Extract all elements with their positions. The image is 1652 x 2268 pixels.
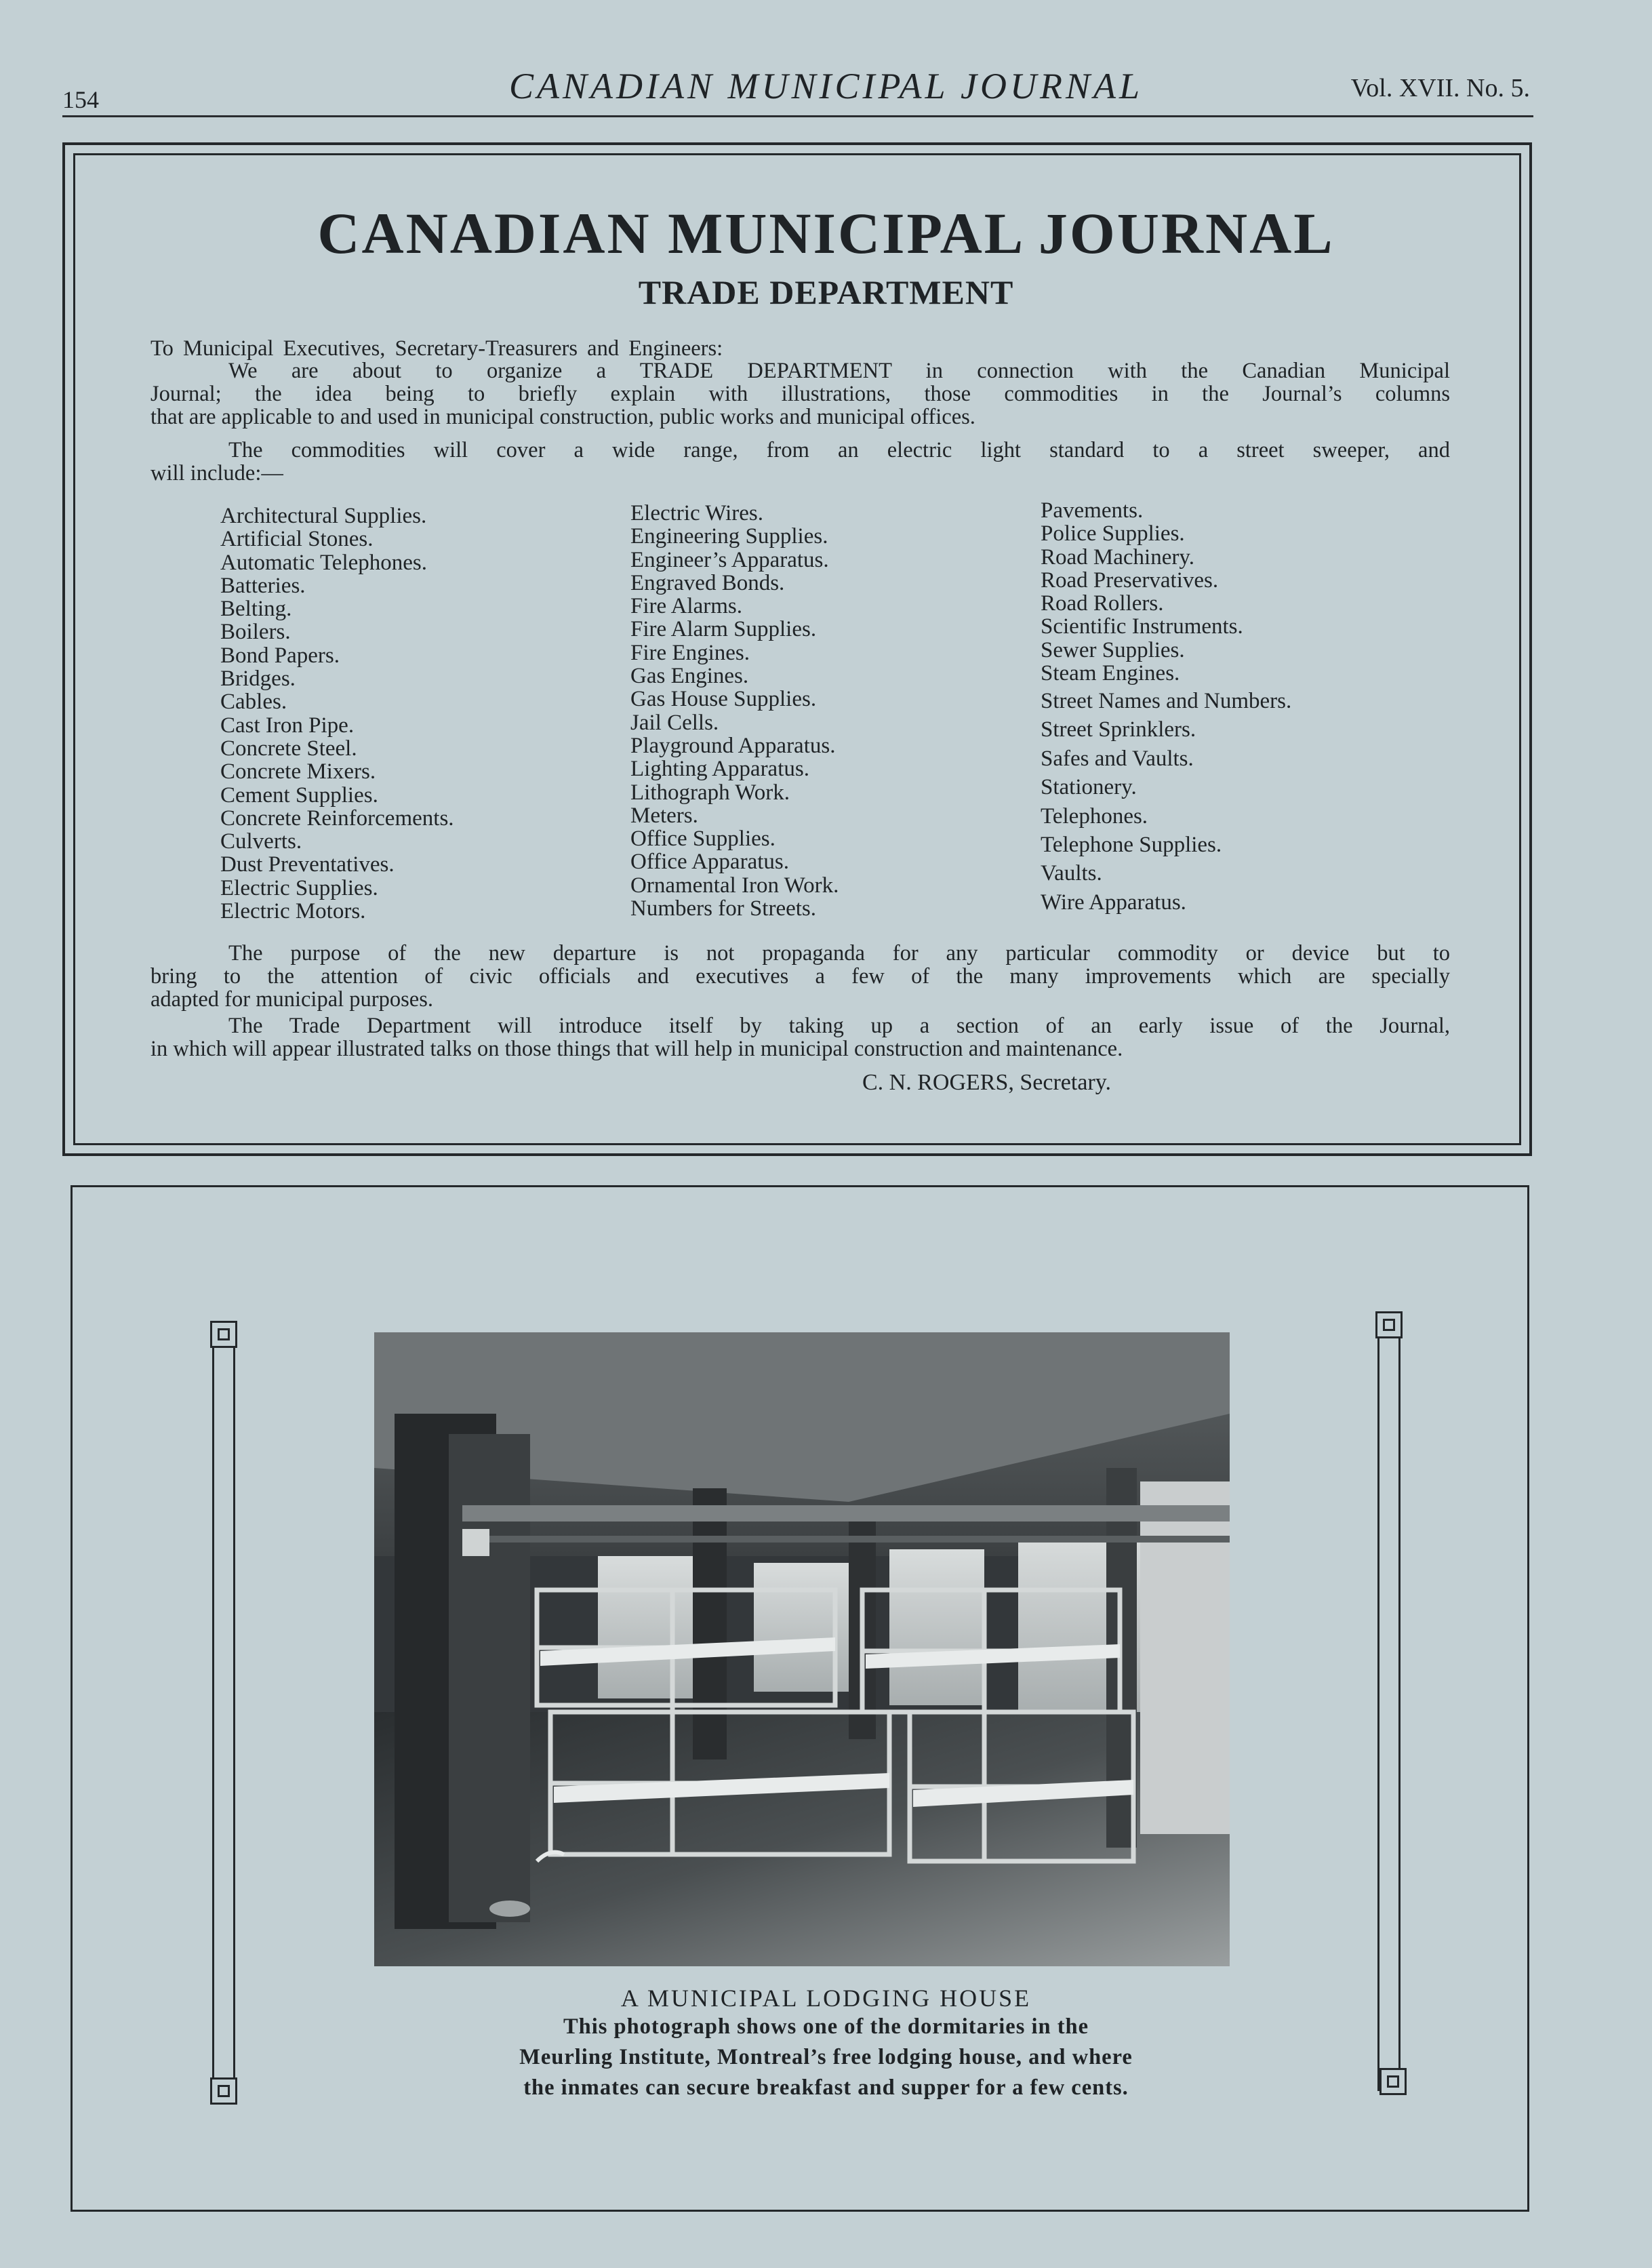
dormitory-photo-illustration xyxy=(374,1332,1230,1966)
commodity-item: Electric Supplies. xyxy=(220,875,378,900)
commodity-item: Engraved Bonds. xyxy=(630,570,785,595)
notice-title: CANADIAN MUNICIPAL JOURNAL xyxy=(317,201,1335,266)
commodity-item: Stationery. xyxy=(1041,775,1137,800)
commodity-item: Sewer Supplies. xyxy=(1041,637,1185,662)
commodity-item: Playground Apparatus. xyxy=(630,733,836,758)
commodity-item: Gas Engines. xyxy=(630,664,749,689)
right-ornament-bar xyxy=(1377,1311,1401,2091)
photo-caption-line: This photograph shows one of the dormitaries in the xyxy=(563,2014,1089,2039)
commodity-item: Safes and Vaults. xyxy=(1041,746,1194,771)
commodity-item: Artificial Stones. xyxy=(220,527,374,552)
paragraph-line: adapted for municipal purposes. xyxy=(150,987,433,1012)
left-ornament-bar xyxy=(212,1321,235,2086)
commodity-item: Bridges. xyxy=(220,667,296,692)
commodity-item: Engineer’s Apparatus. xyxy=(630,547,829,572)
commodity-item: Road Rollers. xyxy=(1041,591,1164,616)
commodity-item: Automatic Telephones. xyxy=(220,550,428,575)
commodity-item: Engineering Supplies. xyxy=(630,524,828,549)
commodity-item: Electric Motors. xyxy=(220,899,366,924)
commodity-item: Cement Supplies. xyxy=(220,782,378,808)
paragraph-line: bring to the attention of civic officials and executives a few of the many improvements which are specially xyxy=(150,964,1450,989)
commodity-item: Boilers. xyxy=(220,620,291,645)
commodity-list-col3b xyxy=(1041,687,1291,917)
commodity-item: Architectural Supplies. xyxy=(220,504,427,528)
salutation: To Municipal Executives, Secretary-Treasurers and Engineers: xyxy=(150,336,723,361)
commodity-item: Lithograph Work. xyxy=(630,780,790,805)
journal-running-title: CANADIAN MUNICIPAL JOURNAL xyxy=(508,66,1144,106)
commodity-item: Cables. xyxy=(220,690,287,715)
ornament-square-icon xyxy=(1375,1311,1403,1338)
commodity-item: Batteries. xyxy=(220,573,306,598)
commodity-item: Office Supplies. xyxy=(630,827,775,852)
commodity-item: Ornamental Iron Work. xyxy=(630,873,839,898)
ornament-square-icon xyxy=(210,1321,237,1348)
commodity-item: Telephone Supplies. xyxy=(1041,833,1222,858)
commodity-item: Pavements. xyxy=(1041,498,1144,523)
paragraph-line: will include:— xyxy=(150,461,283,485)
commodity-item: Wire Apparatus. xyxy=(1041,890,1186,915)
lodging-house-photo xyxy=(374,1332,1230,1966)
commodity-item: Dust Preventatives. xyxy=(220,852,395,877)
commodity-item: Electric Wires. xyxy=(630,501,763,525)
commodity-item: Belting. xyxy=(220,597,292,622)
commodity-item: Street Names and Numbers. xyxy=(1041,689,1292,713)
commodity-item: Bond Papers. xyxy=(220,643,340,668)
commodity-list-col1 xyxy=(220,504,454,923)
commodity-item: Fire Alarms. xyxy=(630,594,742,619)
page-number: 154 xyxy=(62,86,99,113)
paragraph-line: that are applicable to and used in municipal construction, public works and municipal offices. xyxy=(150,405,975,429)
commodity-item: Gas House Supplies. xyxy=(630,687,817,712)
commodity-item: Steam Engines. xyxy=(1041,661,1180,686)
commodity-item: Telephones. xyxy=(1041,803,1148,829)
commodity-item: Fire Alarm Supplies. xyxy=(630,617,817,642)
photo-caption-line: Meurling Institute, Montreal’s free lodging house, and where xyxy=(519,2045,1133,2069)
commodity-item: Street Sprinklers. xyxy=(1041,717,1196,742)
paragraph-line: We are about to organize a TRADE DEPARTMENT in connection with the Canadian Municipal xyxy=(228,359,1450,383)
commodity-item: Road Preservatives. xyxy=(1041,568,1219,593)
paragraph-line: Journal; the idea being to briefly explain with illustrations, those commodities in the Journal’s columns xyxy=(150,382,1450,406)
signature: C. N. ROGERS, Secretary. xyxy=(862,1070,1112,1095)
commodity-item: Concrete Mixers. xyxy=(220,759,376,784)
commodity-item: Concrete Steel. xyxy=(220,736,357,761)
paragraph-line: The commodities will cover a wide range, from an electric light standard to a street sweeper, and xyxy=(228,438,1450,462)
commodity-item: Jail Cells. xyxy=(630,710,719,735)
commodity-item: Culverts. xyxy=(220,829,302,854)
notice-subtitle: TRADE DEPARTMENT xyxy=(638,273,1014,311)
commodity-item: Road Machinery. xyxy=(1041,544,1194,570)
volume-number: Vol. XVII. No. 5. xyxy=(1350,74,1530,102)
commodity-list-col2 xyxy=(630,502,839,920)
photo-caption-line: the inmates can secure breakfast and supper for a few cents. xyxy=(523,2075,1129,2100)
commodity-item: Office Apparatus. xyxy=(630,850,789,875)
commodity-item: Vaults. xyxy=(1041,861,1102,886)
commodity-item: Cast Iron Pipe. xyxy=(220,713,355,738)
commodity-item: Meters. xyxy=(630,803,698,828)
commodity-item: Numbers for Streets. xyxy=(630,896,817,921)
commodity-item: Police Supplies. xyxy=(1041,521,1185,546)
paragraph-line: in which will appear illustrated talks on those things that will help in municipal construction and maintenance. xyxy=(150,1037,1123,1061)
commodity-item: Lighting Apparatus. xyxy=(630,757,809,782)
header-rule xyxy=(62,115,1533,117)
commodity-item: Scientific Instruments. xyxy=(1041,614,1243,639)
commodity-item: Concrete Reinforcements. xyxy=(220,805,454,831)
photo-caption-title: A MUNICIPAL LODGING HOUSE xyxy=(620,1985,1032,2012)
commodity-list-col3a xyxy=(1041,499,1243,685)
paragraph-line: The Trade Department will introduce itself by taking up a section of an early issue of the Journal, xyxy=(228,1014,1450,1038)
commodity-item: Fire Engines. xyxy=(630,640,750,665)
paragraph-line: The purpose of the new departure is not propaganda for any particular commodity or device but to xyxy=(228,941,1450,966)
running-header xyxy=(0,65,1652,119)
